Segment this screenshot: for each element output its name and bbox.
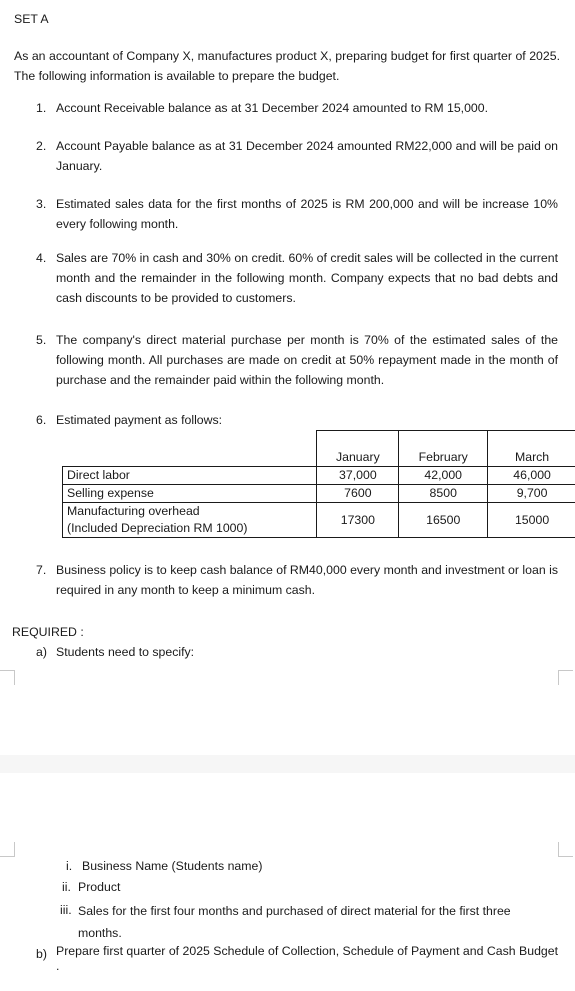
item-number: 5.	[36, 333, 47, 347]
column-header: February	[399, 431, 488, 467]
item-number: 3.	[36, 197, 47, 211]
row-label-line: (Included Depreciation RM 1000)	[67, 521, 248, 535]
table-cell: 9,700	[488, 485, 575, 503]
set-label: SET A	[14, 12, 49, 26]
subitem-text: Business Name (Students name)	[82, 859, 263, 873]
table-cell: 7600	[317, 485, 399, 503]
item-text: Business policy is to keep cash balance of RM40,000 every month and investment or loan is required in any month to keep a minimum cash.	[56, 563, 558, 597]
column-header: January	[317, 431, 399, 467]
item-number: 6.	[36, 413, 47, 427]
table-corner-cell	[63, 431, 317, 467]
subitem-number: iii.	[60, 903, 72, 917]
item-text: Account Payable balance as at 31 December 2024 amounted RM22,000 and will be paid on January.	[56, 139, 558, 173]
row-label: Selling expense	[63, 485, 317, 503]
row-label	[63, 503, 317, 538]
part-b-number: b)	[36, 947, 47, 961]
item-number: 4.	[36, 251, 47, 265]
table-cell: 42,000	[399, 467, 488, 485]
scan-bracket	[558, 842, 573, 857]
row-label: Direct labor	[63, 467, 317, 485]
part-a-number: a)	[36, 645, 47, 659]
table-cell: 17300	[317, 503, 399, 538]
table-row	[63, 467, 575, 485]
item-text: Sales are 70% in cash and 30% on credit. 60% of credit sales will be collected in the current month and the remainder in the following month. Company expects that no bad debts and cash discounts to be provided to customers.	[56, 251, 558, 305]
item-number: 1.	[36, 101, 47, 115]
table-cell: 16500	[399, 503, 488, 538]
column-header: March	[488, 431, 575, 467]
item-text: Account Receivable balance as at 31 December 2024 amounted to RM 15,000.	[56, 101, 489, 115]
item-number: 7.	[36, 563, 47, 577]
required-heading: REQUIRED :	[12, 625, 84, 639]
table-row	[63, 485, 575, 503]
item-text: Estimated payment as follows:	[56, 413, 223, 427]
table-header-row	[63, 431, 575, 467]
table-cell: 15000	[488, 503, 575, 538]
subitem-number: i.	[66, 859, 73, 873]
item-text: The company's direct material purchase per month is 70% of the estimated sales of the following month. All purchases are made on credit at 50% repayment made in the month of purchase and the remainder paid within the following month.	[56, 333, 558, 387]
scan-bracket	[0, 842, 15, 857]
part-a-text: Students need to specify:	[56, 645, 195, 659]
subitem-number: ii.	[62, 880, 71, 894]
scan-bracket	[558, 670, 573, 685]
scan-gap-band	[0, 755, 575, 773]
scan-bracket	[0, 670, 15, 685]
subitem-text: Sales for the first four months and purchased of direct material for the first three months.	[78, 904, 511, 940]
row-label-line: Manufacturing overhead	[67, 504, 200, 518]
table-cell: 8500	[399, 485, 488, 503]
item-number: 2.	[36, 139, 47, 153]
intro-paragraph: As an accountant of Company X, manufactures product X, preparing budget for first quarter of 2025. The following information is available to prepare the budget.	[14, 49, 560, 83]
part-b-text: Prepare first quarter of 2025 Schedule of Collection, Schedule of Payment and Cash Budget .	[56, 944, 558, 973]
table-row	[63, 503, 575, 538]
subitem-text: Product	[78, 880, 121, 894]
item-text: Estimated sales data for the first months of 2025 is RM 200,000 and will be increase 10% every following month.	[56, 197, 558, 231]
payment-table	[62, 430, 575, 538]
table-cell: 46,000	[488, 467, 575, 485]
table-cell: 37,000	[317, 467, 399, 485]
